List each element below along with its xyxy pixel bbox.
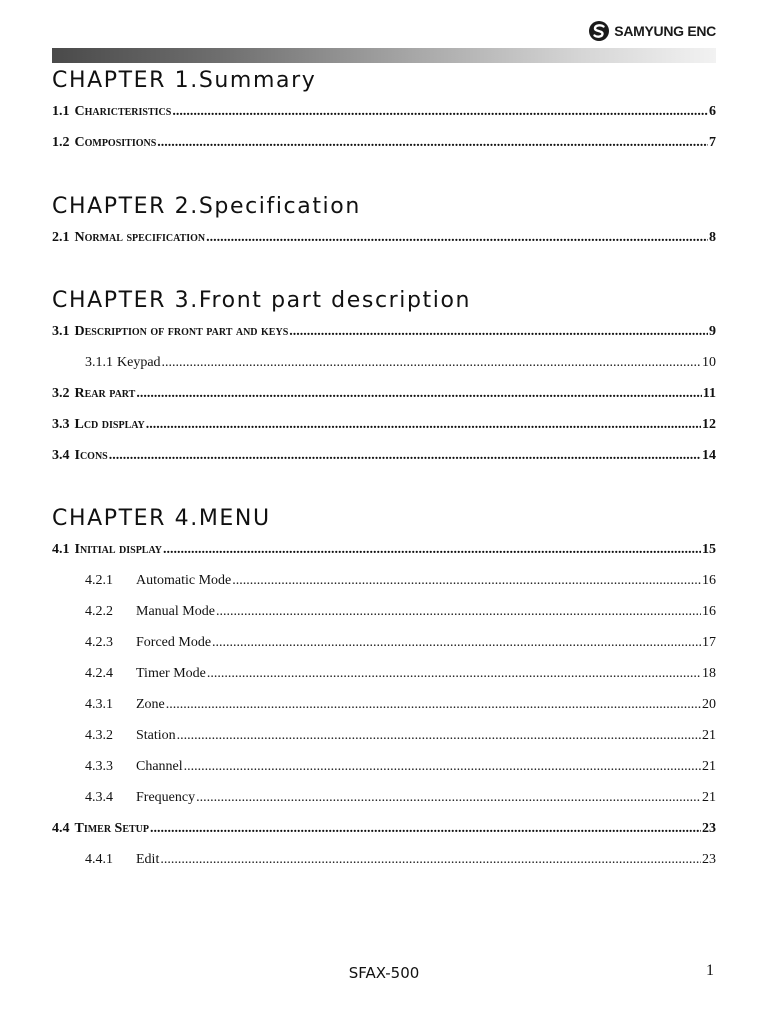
toc-entry-page: 20 xyxy=(702,697,716,712)
chapter-heading: CHAPTER 2.Specification xyxy=(52,194,361,219)
toc-entry-number: 4.3.4 xyxy=(85,790,113,805)
logo-text: SAMYUNG ENC xyxy=(614,23,716,39)
toc-entry-title: Manual Mode xyxy=(136,604,215,619)
dot-leader xyxy=(212,636,701,650)
toc-entry-number: 4.4.1 xyxy=(85,852,113,867)
toc-entry-title: Station xyxy=(136,728,176,743)
dot-leader xyxy=(206,231,708,245)
toc-entry-title: Edit xyxy=(136,852,160,867)
toc-entry-title: Forced Mode xyxy=(136,635,212,650)
toc-entry-number: 3.3 xyxy=(52,417,70,432)
toc-entry-page: 6 xyxy=(709,104,716,119)
chapter-heading: CHAPTER 3.Front part description xyxy=(52,288,472,313)
dot-leader xyxy=(232,574,701,588)
toc-subentry[interactable] xyxy=(85,698,716,712)
toc-entry[interactable] xyxy=(52,418,716,432)
toc-entry-number: 4.2.4 xyxy=(85,666,113,681)
toc-entry[interactable] xyxy=(52,231,716,245)
toc-entry[interactable] xyxy=(52,543,716,557)
toc-entry-page: 23 xyxy=(702,821,716,836)
toc-entry-number: 4.3.2 xyxy=(85,728,113,743)
toc-entry-title: Icons xyxy=(74,448,108,463)
dot-leader xyxy=(216,605,701,619)
toc-entry-number: 1.2 xyxy=(52,135,70,150)
toc-entry-title: Lcd display xyxy=(74,417,145,432)
toc-entry-number: 2.1 xyxy=(52,230,70,245)
toc-entry-title: Normal specification xyxy=(74,230,206,245)
company-logo xyxy=(588,20,716,42)
dot-leader xyxy=(207,667,701,681)
toc-subentry[interactable] xyxy=(85,636,716,650)
toc-entry-page: 21 xyxy=(702,728,716,743)
dot-leader xyxy=(184,760,701,774)
toc-entry[interactable] xyxy=(52,449,716,463)
toc-entry-number: 3.1 xyxy=(52,324,70,339)
toc-entry-page: 14 xyxy=(702,448,716,463)
toc-entry[interactable] xyxy=(52,822,716,836)
toc-entry-title: Rear part xyxy=(74,386,136,401)
toc-entry-page: 10 xyxy=(702,355,716,370)
dot-leader xyxy=(196,791,701,805)
toc-entry-page: 8 xyxy=(709,230,716,245)
toc-entry-title: Description of front part and keys xyxy=(74,324,289,339)
footer-page-number: 1 xyxy=(706,962,714,979)
toc-entry-title: Compositions xyxy=(74,135,157,150)
toc-entry-title: Zone xyxy=(136,697,165,712)
toc-entry-page: 23 xyxy=(702,852,716,867)
toc-subentry[interactable] xyxy=(85,356,716,370)
toc-entry[interactable] xyxy=(52,325,716,339)
toc-entry-number: 3.4 xyxy=(52,448,70,463)
toc-subentry[interactable] xyxy=(85,729,716,743)
dot-leader xyxy=(157,136,708,150)
toc-entry-page: 9 xyxy=(709,324,716,339)
dot-leader xyxy=(109,449,701,463)
dot-leader xyxy=(162,356,701,370)
toc-entry-number: 3.2 xyxy=(52,386,70,401)
dot-leader xyxy=(289,325,708,339)
toc-entry-number: 1.1 xyxy=(52,104,70,119)
footer-model-name: SFAX-500 xyxy=(348,964,420,982)
toc-entry-page: 11 xyxy=(702,386,716,401)
toc-entry-number: 4.3.3 xyxy=(85,759,113,774)
toc-subentry[interactable] xyxy=(85,605,716,619)
toc-entry-number: 4.2.2 xyxy=(85,604,113,619)
toc-entry-number: 4.3.1 xyxy=(85,697,113,712)
toc-subentry[interactable] xyxy=(85,574,716,588)
dot-leader xyxy=(136,387,701,401)
toc-entry-number: 4.2.3 xyxy=(85,635,113,650)
toc-subentry[interactable] xyxy=(85,853,716,867)
toc-entry-page: 18 xyxy=(702,666,716,681)
toc-entry-page: 21 xyxy=(702,759,716,774)
dot-leader xyxy=(150,822,701,836)
toc-entry-title: Timer Setup xyxy=(74,821,150,836)
toc-entry[interactable] xyxy=(52,105,716,119)
toc-entry-page: 16 xyxy=(702,573,716,588)
toc-entry-title: Frequency xyxy=(136,790,196,805)
toc-entry[interactable] xyxy=(52,136,716,150)
toc-entry-title: Timer Mode xyxy=(136,666,206,681)
toc-subentry[interactable] xyxy=(85,667,716,681)
chapter-heading: CHAPTER 4.MENU xyxy=(52,506,271,531)
samyung-logo-icon xyxy=(588,20,610,42)
dot-leader xyxy=(146,418,701,432)
toc-entry-page: 7 xyxy=(709,135,716,150)
dot-leader xyxy=(160,853,701,867)
toc-entry-title: Initial display xyxy=(74,542,162,557)
toc-entry[interactable] xyxy=(52,387,716,401)
chapter-heading: CHAPTER 1.Summary xyxy=(52,68,317,93)
dot-leader xyxy=(177,729,701,743)
toc-entry-number: 4.4 xyxy=(52,821,70,836)
toc-entry-title: Charicteristics xyxy=(74,104,172,119)
toc-subentry[interactable] xyxy=(85,760,716,774)
toc-entry-page: 21 xyxy=(702,790,716,805)
toc-entry-page: 16 xyxy=(702,604,716,619)
header-gradient-bar xyxy=(52,48,716,63)
toc-entry-title: Channel xyxy=(136,759,183,774)
dot-leader xyxy=(163,543,701,557)
toc-entry-page: 17 xyxy=(702,635,716,650)
toc-subentry[interactable] xyxy=(85,791,716,805)
toc-entry-number: 3.1.1 xyxy=(85,355,113,370)
toc-entry-page: 15 xyxy=(702,542,716,557)
dot-leader xyxy=(172,105,708,119)
toc-entry-page: 12 xyxy=(702,417,716,432)
toc-entry-number: 4.2.1 xyxy=(85,573,113,588)
toc-entry-title: Keypad xyxy=(117,355,161,370)
dot-leader xyxy=(166,698,701,712)
toc-entry-title: Automatic Mode xyxy=(136,573,232,588)
toc-entry-number: 4.1 xyxy=(52,542,70,557)
